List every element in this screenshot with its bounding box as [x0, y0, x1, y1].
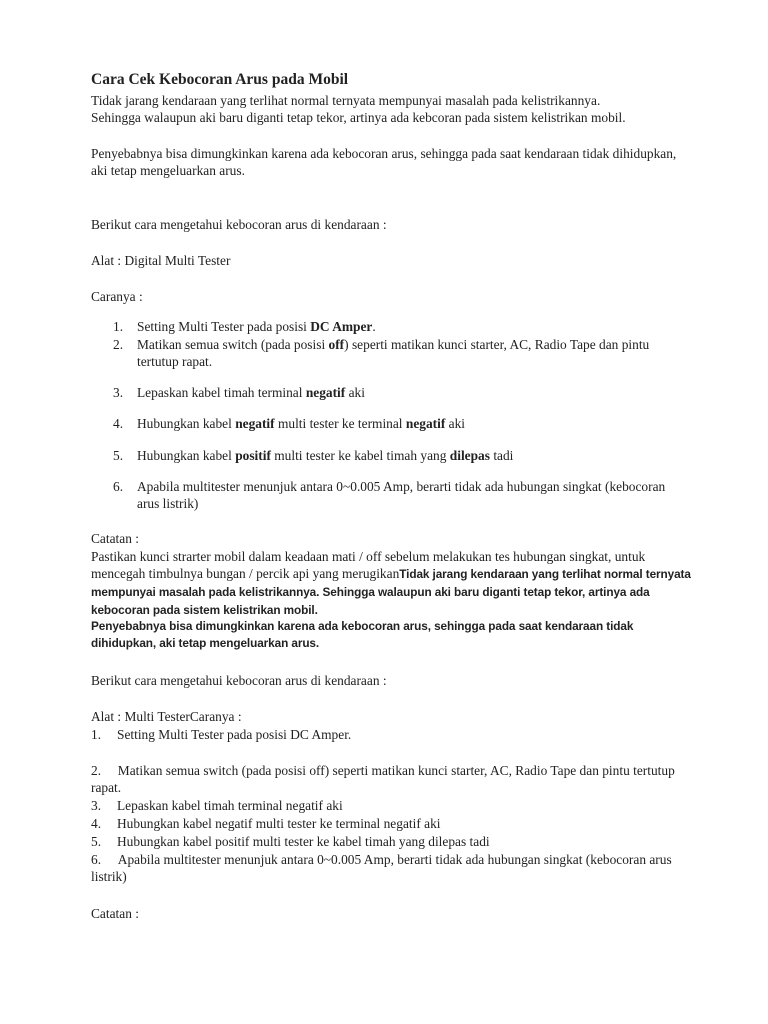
list-number: 6. — [113, 479, 124, 494]
section2-catatan-label: Catatan : — [91, 906, 139, 921]
plain-list-item: 2. Matikan semua switch (pada posisi off) seperti matikan kunci starter, AC, Radio Tape dan pintu tertutup rapat. — [91, 763, 675, 795]
section1-alat: Alat : Digital Multi Tester — [91, 253, 231, 268]
intro-line-2: Sehingga walaupun aki baru diganti tetap tekor, artinya ada kebcoran pada sistem kelistrikan mobil. — [91, 110, 626, 125]
emphasis-text: negatif — [235, 416, 275, 431]
list-number: 2. — [113, 337, 124, 352]
list-number: 5. — [113, 448, 124, 463]
list-item: 1. Setting Multi Tester pada posisi DC Amper. — [113, 319, 376, 334]
emphasis-text: off — [328, 337, 345, 352]
catatan-pasted-text-2: Penyebabnya bisa dimungkinkan karena ada kebocoran arus, sehingga pada saat kendaraan tidak dihidupkan, aki tetap mengeluarkan arus. — [91, 619, 634, 650]
plain-list-item: 5. Hubungkan kabel positif multi tester ke kabel timah yang dilepas tadi — [91, 834, 490, 849]
catatan-paragraph — [91, 548, 691, 619]
emphasis-text: DC Amper — [310, 319, 373, 334]
list-item: 4. Hubungkan kabel negatif multi tester ke terminal negatif aki — [113, 416, 466, 431]
list-item: 2. Matikan semua switch (pada posisi off) seperti matikan kunci starter, AC, Radio Tape dan pintu tertutup rapat. — [113, 337, 650, 369]
document-title: Cara Cek Kebocoran Arus pada Mobil — [91, 71, 349, 88]
section1-caranya: Caranya : — [91, 289, 143, 304]
emphasis-text: positif — [235, 448, 271, 463]
section1-intro: Berikut cara mengetahui kebocoran arus di kendaraan : — [91, 217, 387, 232]
plain-list-item: 3. Lepaskan kabel timah terminal negatif aki — [91, 798, 343, 813]
section2-alat: Alat : Multi TesterCaranya : — [91, 709, 242, 724]
list-number: 4. — [113, 416, 124, 431]
section2-intro: Berikut cara mengetahui kebocoran arus di kendaraan : — [91, 673, 387, 688]
intro-line-3: Penyebabnya bisa dimungkinkan karena ada kebocoran arus, sehingga pada saat kendaraan tidak dihidupkan, aki tetap mengeluarkan arus. — [91, 146, 677, 178]
plain-list-item: 4. Hubungkan kabel negatif multi tester ke terminal negatif aki — [91, 816, 441, 831]
list-number: 1. — [113, 319, 124, 334]
list-number: 6. — [91, 852, 102, 867]
list-number: 1. — [91, 727, 102, 742]
list-item: 3. Lepaskan kabel timah terminal negatif aki — [113, 385, 365, 400]
list-number: 3. — [113, 385, 124, 400]
plain-list-item: 6. Apabila multitester menunjuk antara 0~0.005 Amp, berarti tidak ada hubungan singkat (kebocoran arus listrik) — [91, 852, 672, 884]
plain-list-item: 1. Setting Multi Tester pada posisi DC Amper. — [91, 727, 352, 742]
emphasis-text: negatif — [305, 385, 346, 400]
catatan-pasted-text: Tidak jarang kendaraan yang terlihat normal ternyata mempunyai masalah pada kelistrikannya. Sehingga walaupun aki baru diganti tetap tekor, artinya ada kebocoran pada sistem kelistrikan mobil. — [91, 567, 691, 617]
catatan-text: Pastikan kunci strarter mobil dalam keadaan mati / off sebelum melakukan tes hubungan singkat, untuk mencegah timbulnya bungan / percik api yang merugikan — [91, 549, 646, 581]
emphasis-text: negatif — [405, 416, 446, 431]
list-number: 5. — [91, 834, 102, 849]
list-number: 4. — [91, 816, 102, 831]
list-item: 5. Hubungkan kabel positif multi tester ke kabel timah yang dilepas tadi — [113, 448, 514, 463]
emphasis-text: dilepas — [449, 448, 490, 463]
list-number: 3. — [91, 798, 102, 813]
intro-line-1: Tidak jarang kendaraan yang terlihat normal ternyata mempunyai masalah pada kelistrikannya. — [91, 93, 601, 108]
catatan-label: Catatan : — [91, 531, 139, 546]
list-number: 2. — [91, 763, 102, 778]
list-item: 6. Apabila multitester menunjuk antara 0~0.005 Amp, berarti tidak ada hubungan singkat (kebocoran arus listrik) — [113, 479, 666, 511]
